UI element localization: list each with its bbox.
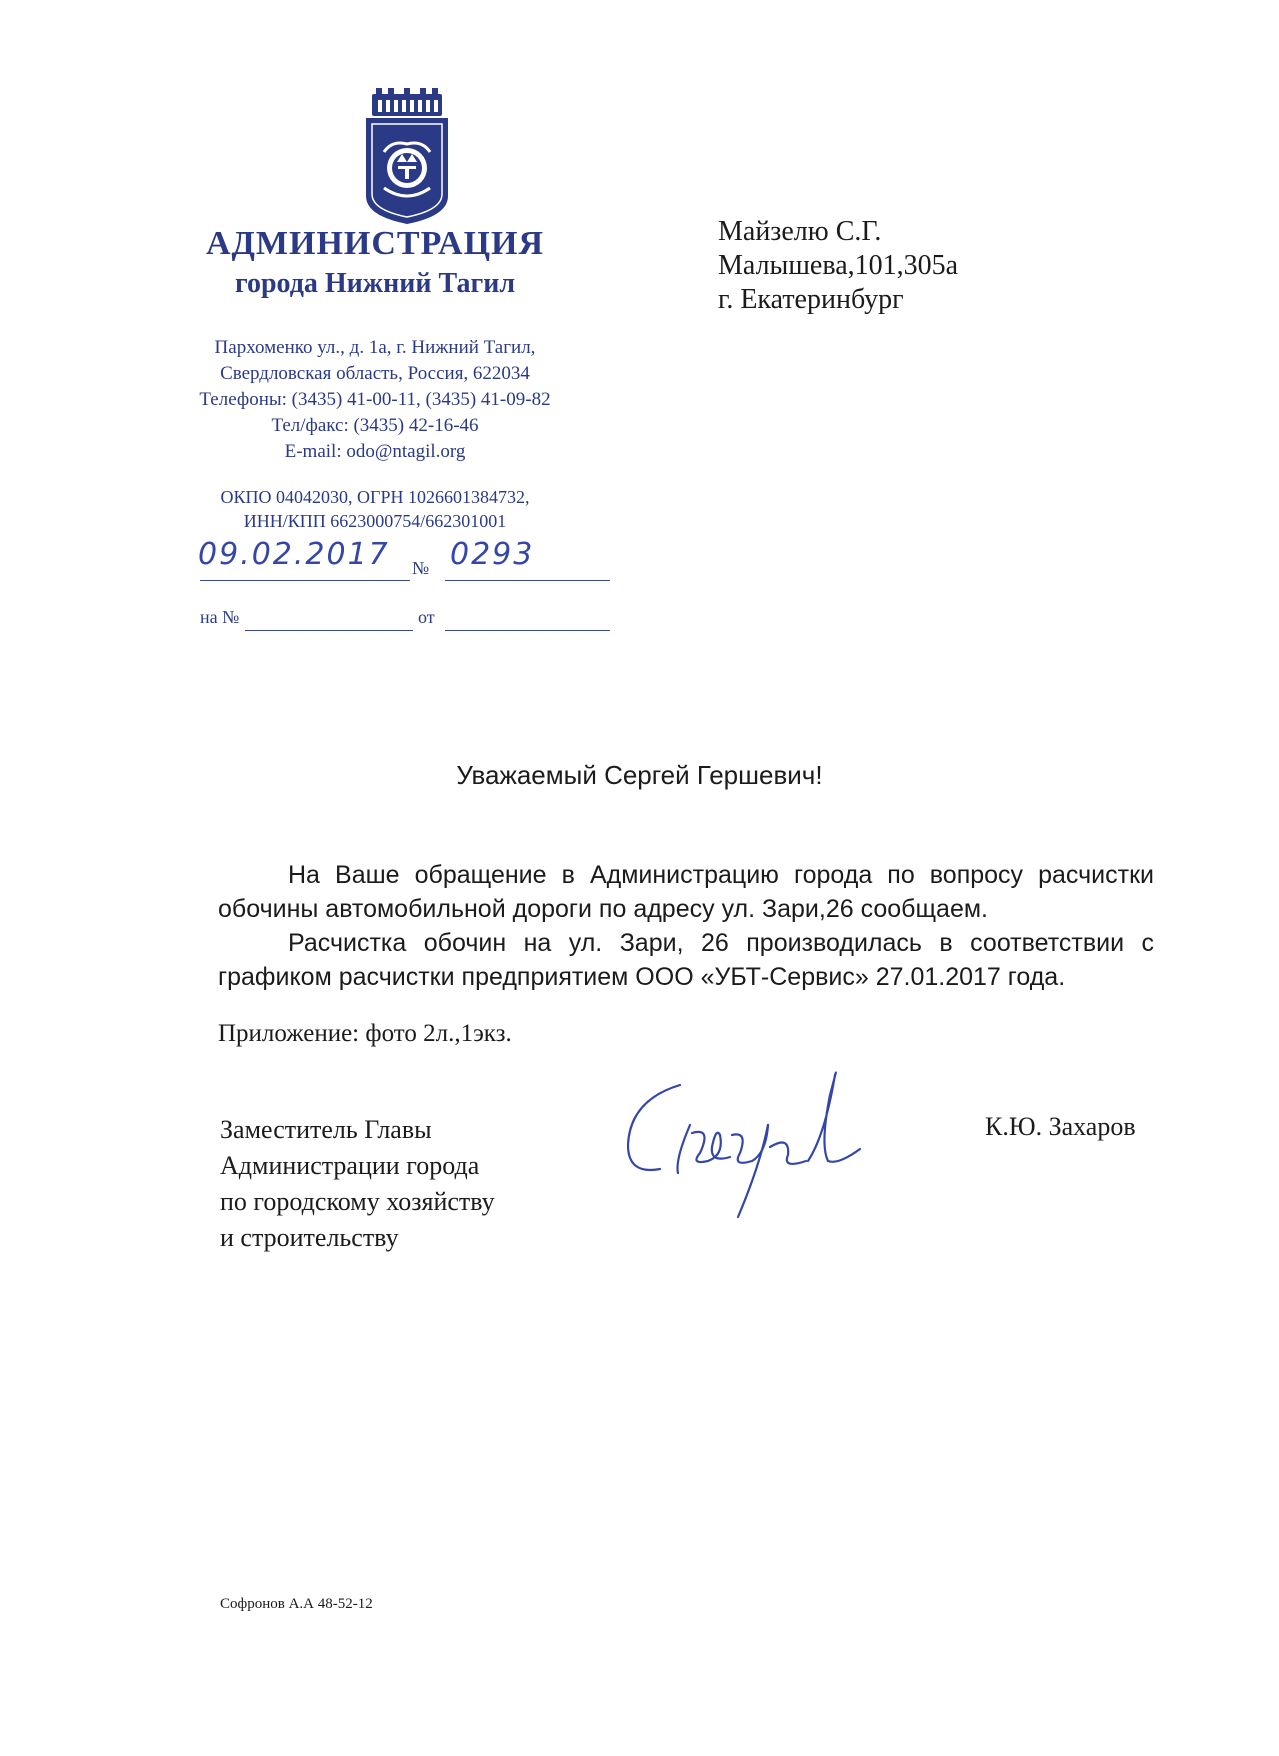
outgoing-number: 0293 xyxy=(450,537,535,572)
signer-name: К.Ю. Захаров xyxy=(985,1112,1136,1141)
paragraph-1 xyxy=(218,858,1154,926)
salutation: Уважаемый Сергей Гершевич! xyxy=(456,760,823,790)
handwritten-signature xyxy=(620,1065,890,1225)
fax-line: Тел/факс: (3435) 42-16-46 xyxy=(271,415,479,436)
recipient-name: Майзелю С.Г. xyxy=(718,216,882,247)
recipient-street: Малышева,101,305а xyxy=(718,250,959,281)
paragraph-1-text: На Ваше обращение в Администрацию города по вопросу расчистки обочины автомобильной дороги по адресу ул. Зари,26 сообщаем. xyxy=(218,861,1154,923)
reply-number-line xyxy=(245,630,413,631)
position-line: Заместитель Главы xyxy=(220,1115,432,1144)
ids-line: ИНН/КПП 6623000754/662301001 xyxy=(243,511,507,531)
address-line: Свердловская область, Россия, 622034 xyxy=(220,363,530,384)
outgoing-date: 09.02.2017 xyxy=(198,537,390,572)
position-line: и строительству xyxy=(220,1223,399,1252)
executor-note: Софронов А.А 48-52-12 xyxy=(220,1596,373,1612)
org-title: АДМИНИСТРАЦИЯ xyxy=(205,225,545,262)
reply-label: на № xyxy=(200,607,240,627)
ids-line: ОКПО 04042030, ОГРН 1026601384732, xyxy=(220,487,530,507)
from-label: от xyxy=(418,607,435,627)
attachment-note: Приложение: фото 2л.,1экз. xyxy=(218,1020,512,1047)
position-line: по городскому хозяйству xyxy=(220,1187,495,1216)
email-line: E-mail: odo@ntagil.org xyxy=(284,441,466,462)
recipient-city: г. Екатеринбург xyxy=(718,284,904,315)
paragraph-2 xyxy=(218,926,1154,994)
position-line: Администрации города xyxy=(220,1151,480,1180)
org-identifiers xyxy=(160,485,590,533)
phone-line: Телефоны: (3435) 41-00-11, (3435) 41-09-82 xyxy=(199,389,551,410)
recipient-block xyxy=(718,215,958,317)
number-label: № xyxy=(412,558,430,578)
paragraph-2-text: Расчистка обочин на ул. Зари, 26 производилась в соответствии с графиком расчистки предприятием ООО «УБТ-Сервис» 27.01.2017 года. xyxy=(218,929,1154,991)
org-city: города Нижний Тагил xyxy=(234,268,516,299)
reply-date-line xyxy=(445,630,610,631)
number-line xyxy=(445,580,610,581)
coat-of-arms-icon xyxy=(362,88,452,228)
org-address xyxy=(160,335,590,465)
address-line: Пархоменко ул., д. 1а, г. Нижний Тагил, xyxy=(214,337,536,358)
date-line xyxy=(200,580,410,581)
signer-position xyxy=(220,1112,495,1256)
